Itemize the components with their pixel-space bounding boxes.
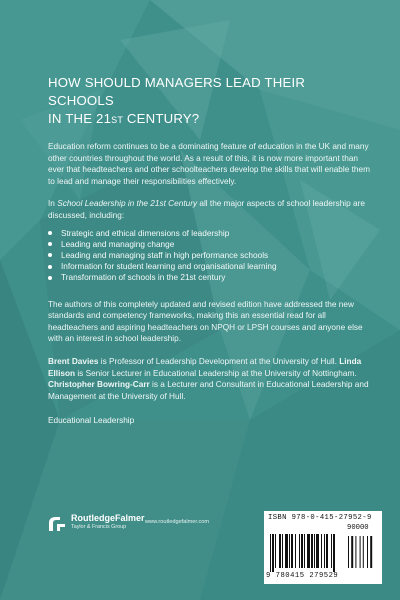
barcode-bar <box>282 534 283 568</box>
heading-line2-pre: IN THE 21 <box>48 111 112 126</box>
contents-intro-post: all the major aspects of school leadership are discussed, including: <box>48 199 365 220</box>
barcode-bar <box>324 534 325 568</box>
list-item <box>48 261 373 272</box>
list-item-text: Transformation of schools in the 21st century <box>61 273 226 283</box>
authors-paragraph: The authors of this completely updated and revised edition have addressed the new standards and competency frameworks, making this an essential read for all headteachers and aspiring headteachers on NPQH or LPSH courses and anyone else with an interest in school leadership. <box>48 299 363 344</box>
heading-line2-sup: ST <box>111 115 124 125</box>
barcode-bar <box>291 534 293 568</box>
series-label: Educational Leadership <box>48 416 135 426</box>
barcode-addon-bar <box>348 536 349 568</box>
barcode-addon-bar <box>370 536 372 568</box>
blurb <box>48 74 373 425</box>
publisher-url: www.routledgefalmer.com <box>145 519 210 525</box>
bullet-icon <box>48 276 52 280</box>
list-item <box>48 228 373 239</box>
barcode-addon-bar <box>360 536 361 568</box>
barcode-bar <box>279 534 281 568</box>
barcode-addon-bar <box>355 536 356 568</box>
barcode-bar <box>307 534 310 568</box>
bullet-icon <box>48 253 52 257</box>
book-title-italic: School Leadership in the 21st Century <box>57 199 198 209</box>
publisher-imprint <box>46 512 145 534</box>
barcode-bar <box>285 534 288 568</box>
barcode-bar <box>321 534 322 568</box>
heading-line2-post: CENTURY? <box>123 111 200 126</box>
topics-list <box>48 228 373 284</box>
author-bios-paragraph <box>48 356 373 402</box>
barcode-bar <box>333 534 335 572</box>
publisher-group: Taylor & Francis Group <box>71 524 127 530</box>
ean-number: 9 780415 279529 <box>266 572 339 580</box>
publisher-name: RoutledgeFalmer <box>71 513 145 523</box>
list-item-text: Information for student learning and organisational learning <box>61 262 277 272</box>
author-bio-2: is Senior Lecturer in Educational Leadership at the University of Nottingham. <box>75 368 357 378</box>
barcode-addon-bar <box>367 536 368 568</box>
barcode-bar <box>326 534 328 568</box>
barcode-bar <box>289 534 290 568</box>
barcode-bar <box>299 534 300 568</box>
heading-line1: HOW SHOULD MANAGERS LEAD THEIR SCHOOLS <box>48 75 306 108</box>
author-bio-1: is Professor of Leadership Development at the University of Hull. <box>98 356 340 366</box>
barcode-bar <box>301 534 303 568</box>
barcode-bar <box>316 534 319 568</box>
contents-intro-pre: In <box>48 199 58 209</box>
list-item-text: Strategic and ethical dimensions of leadership <box>61 228 230 238</box>
intro-paragraph: Education reform continues to be a dominating feature of education in the UK and many other countries throughout the world. As a result of this, it is now more important than ever that headteachers and other schoolteachers develop the skills that will enable them to lead and manage their responsibilities effectively. <box>48 142 370 186</box>
publisher-text <box>71 514 145 532</box>
barcode-bar <box>272 534 274 572</box>
barcode-bar <box>295 534 296 568</box>
isbn-label: ISBN 978-0-415-27952-9 <box>268 514 372 522</box>
barcode-bar <box>275 534 276 568</box>
list-item-text: Leading and managing staff in high performance schools <box>61 250 269 260</box>
bullet-icon <box>48 231 52 235</box>
author-bio-3: is a Lecturer and Consultant in Educational Leadership and Management at the University of Hull. <box>48 380 369 401</box>
list-item-text: Leading and managing change <box>61 239 175 249</box>
author-name-1: Brent Davies <box>48 356 99 366</box>
barcode-bar <box>331 534 332 568</box>
list-item <box>48 250 373 261</box>
barcode-bar <box>270 534 271 572</box>
barcode-bar <box>304 534 305 568</box>
list-item <box>48 272 373 283</box>
routledgefalmer-logo-icon <box>46 512 68 534</box>
back-cover-heading <box>48 74 373 129</box>
contents-intro-paragraph <box>48 198 373 221</box>
barcode-bar <box>311 534 313 568</box>
barcode-addon-bar <box>351 536 353 568</box>
barcode-addon-number: 90000 <box>347 524 369 532</box>
author-name-3: Christopher Bowring-Carr <box>48 380 150 390</box>
bullet-icon <box>48 265 52 269</box>
barcode-bar <box>314 534 315 568</box>
bullet-icon <box>48 242 52 246</box>
list-item <box>48 239 373 250</box>
barcode-addon-bar <box>363 536 364 568</box>
author-name-2: Linda Ellison <box>48 356 362 378</box>
